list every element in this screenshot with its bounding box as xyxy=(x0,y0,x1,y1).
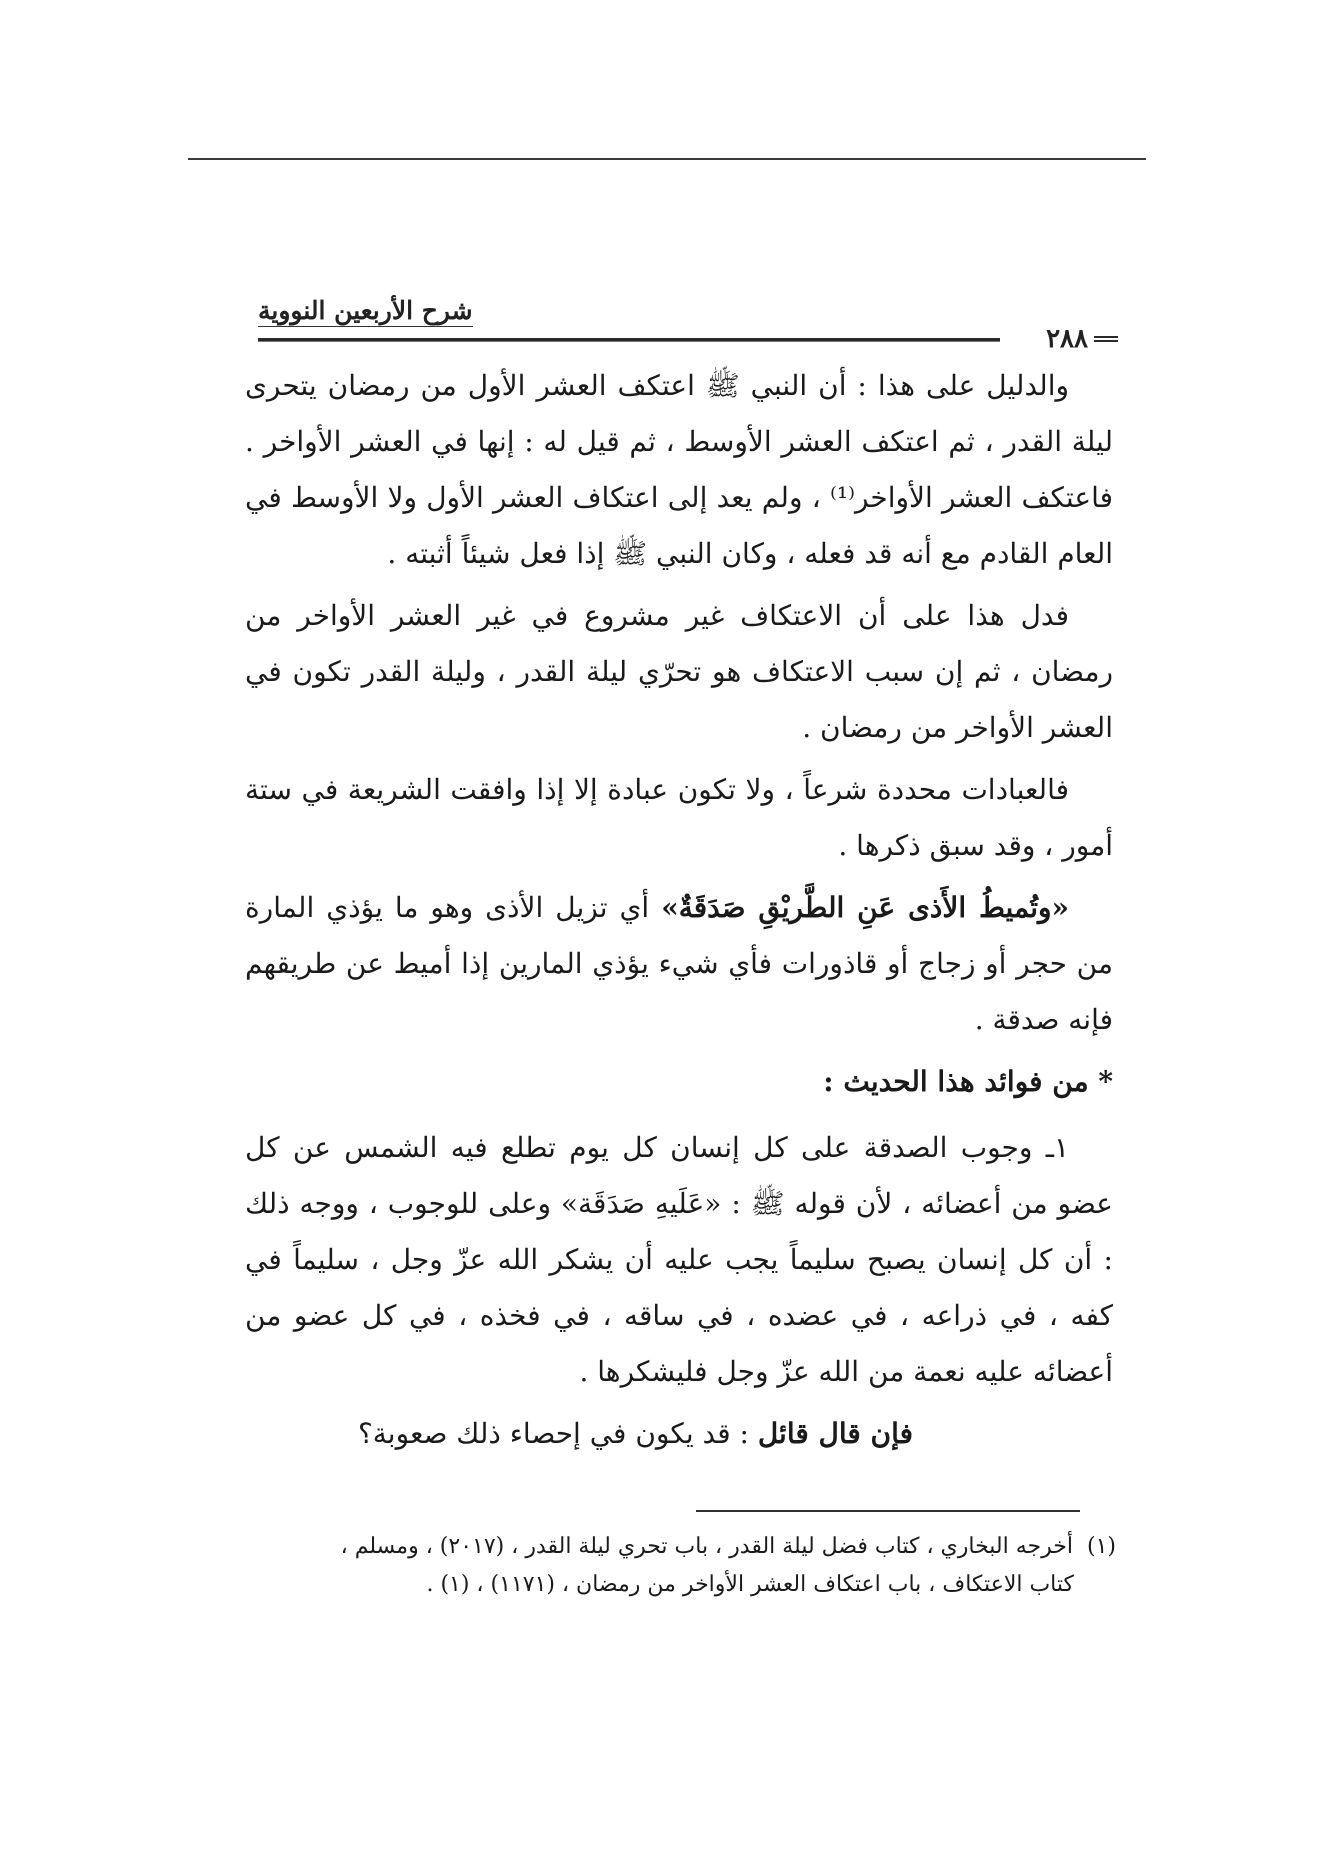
paragraph-evidence: والدليل على هذا : أن النبي ﷺ اعتكف العشر الأول من رمضان يتحرى ليلة القدر ، ثم اعتكف العشر الأوسط ، ثم قيل له : إنها في العشر الأواخر . فاعتكف العشر الأواخر⁽¹⁾ ، ولم يعد إلى اعتكاف العشر الأول ولا الأوسط في العام القادم مع أنه قد فعله ، وكان النبي ﷺ إذا فعل شيئاً أثبته . xyxy=(245,369,1113,570)
header-rule-tail xyxy=(1094,336,1118,342)
paragraph-conclusion: فدل هذا على أن الاعتكاف غير مشروع في غير العشر الأواخر من رمضان ، ثم إن سبب الاعتكاف هو تحرّي ليلة القدر ، وليلة القدر تكون في العشر الأواخر من رمضان . xyxy=(245,599,1113,744)
hadith-quote: «وتُميطُ الأَذى عَنِ الطَّريْقِ صَدَقَةٌ» xyxy=(661,891,1070,924)
objection-paragraph xyxy=(245,1406,1113,1462)
book-title: شرح الأربعين النووية xyxy=(258,296,473,325)
main-text xyxy=(245,358,1113,1054)
paragraph-worship-conditions: فالعبادات محددة شرعاً ، ولا تكون عبادة إلا إذا وافقت الشريعة في ستة أمور ، وقد سبق ذكرها . xyxy=(245,773,1113,862)
footnote-line-1: أخرجه البخاري ، كتاب فضل ليلة القدر ، باب تحري ليلة القدر ، (٢٠١٧) ، ومسلم ، xyxy=(340,1534,1073,1559)
page-number: ٢٨٨ xyxy=(1046,324,1088,354)
footnote xyxy=(232,1528,1116,1604)
footnote-divider xyxy=(696,1510,1080,1512)
top-divider xyxy=(188,158,1146,160)
objection-text: : قد يكون في إحصاء ذلك صعوبة؟ xyxy=(357,1417,758,1450)
header-rule xyxy=(258,338,1000,342)
benefits-list xyxy=(245,1120,1113,1468)
running-header xyxy=(258,296,1118,354)
paragraph-removing-harm xyxy=(245,880,1113,1048)
footnote-line-2: كتاب الاعتكاف ، باب اعتكاف العشر الأواخر من رمضان ، (١١٧١) ، (١) . xyxy=(426,1572,1074,1597)
objection-lead: فإن قال قائل xyxy=(757,1417,913,1450)
benefits-heading: * من فوائد هذا الحديث : xyxy=(823,1065,1113,1098)
footnote-number: (١) xyxy=(1086,1534,1116,1559)
benefit-item-1: ١ـ وجوب الصدقة على كل إنسان كل يوم تطلع فيه الشمس عن كل عضو من أعضائه ، لأن قوله ﷺ : «عَلَيهِ صَدَقَة» وعلى للوجوب ، ووجه ذلك : أن كل إنسان يصبح سليماً يجب عليه أن يشكر الله عزّ وجل ، سليماً في كفه ، في ذراعه ، في عضده ، في ساقه ، في فخذه ، في كل عضو من أعضائه عليه نعمة من الله عزّ وجل فليشكرها . xyxy=(245,1131,1113,1388)
hadith-explanation: أي تزيل الأذى وهو ما يؤذي المارة من حجر أو زجاج أو قاذورات فأي شيء يؤذي المارين إذا أميط عن طريقهم فإنه صدقة . xyxy=(245,891,1113,1036)
